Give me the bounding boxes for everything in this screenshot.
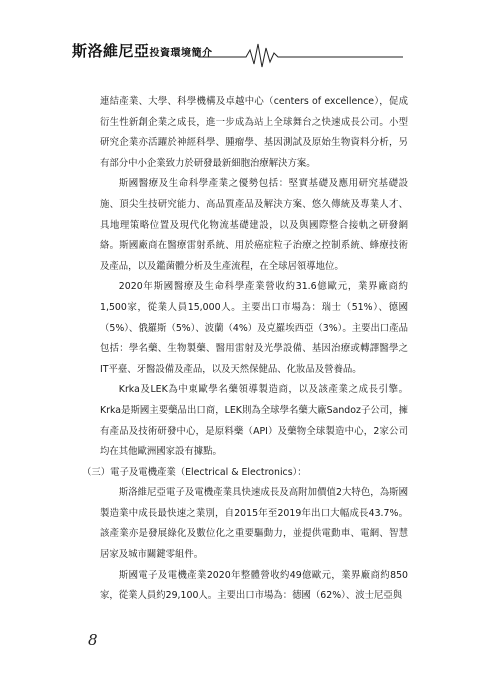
- section-heading-electronics: （三）電子及電機產業（Electrical & Electronics）：: [82, 466, 307, 478]
- paragraph-1: 連結產業、大學、科學機構及卓越中心（centers of excellence），促成衍生性新創企業之成長，進一步成為站上全球舞台之快速成長公司。小型研究企業亦活躍於神經科學、腫瘤學、基因測試及原始生物資料分析，另有部分中小企業致力於研發最新細胞治療解決方案。: [100, 96, 408, 169]
- header-title-sub: 投資環境簡介: [149, 48, 213, 59]
- running-header: [0, 40, 480, 70]
- body-text: [82, 92, 408, 607]
- paragraph-5: 斯洛維尼亞電子及電機產業具快速成長及高附加價值2大特色，為斯國製造業中成長最快速之業別，自2015年至2019年出口大幅成長43.7%。該產業亦是發展綠化及數位化之重要驅動力，並提供電動車、電網、智慧居家及城市關鍵零組件。: [100, 487, 408, 561]
- paragraph-4: Krka及LEK為中東歐學名藥領導製造商，以及該產業之成長引擎。Krka是斯國主要藥品出口商，LEK則為全球學名藥大廠Sandoz子公司，擁有產品及技術研發中心，是原料藥（API）及藥物全球製造中心，2家公司均在其他歐洲國家設有據點。: [100, 384, 408, 458]
- paragraph-3: 2020年斯國醫療及生命科學產業營收約31.6億歐元，業界廠商約1,500家，從業人員15,000人。主要出口市場為：瑞士（51%）、德國（5%）、俄羅斯（5%）、波蘭（4%）及克羅埃西亞（3%）。主要出口產品包括：學名藥、生物製藥、醫用雷射及光學設備、基因治療或轉譯醫學之IT平臺、牙醫設備及產品，以及天然保健品、化妝品及營養品。: [100, 281, 408, 375]
- header-title: [72, 40, 213, 61]
- paragraph-2: 斯國醫療及生命科學產業之優勢包括：堅實基礎及應用研究基礎設施、頂尖生技研究能力、高品質產品及解決方案、悠久傳統及專業人才、具地理策略位置及現代化物流基礎建設，以及與國際整合接軌之研發網絡。斯國廠商在醫療雷射系統、用於癌症粒子治療之控制系統、蜂療技術及產品，以及鑑菌體分析及生產流程，在全球居領導地位。: [100, 178, 408, 272]
- page-number: 8: [88, 631, 98, 649]
- paragraph-6: 斯國電子及電機產業2020年整體營收約49億歐元，業界廠商約850家，從業人員約29,100人。主要出口市場為：德國（62%）、波士尼亞與: [100, 569, 408, 602]
- header-title-main: 斯洛維尼亞: [72, 42, 150, 60]
